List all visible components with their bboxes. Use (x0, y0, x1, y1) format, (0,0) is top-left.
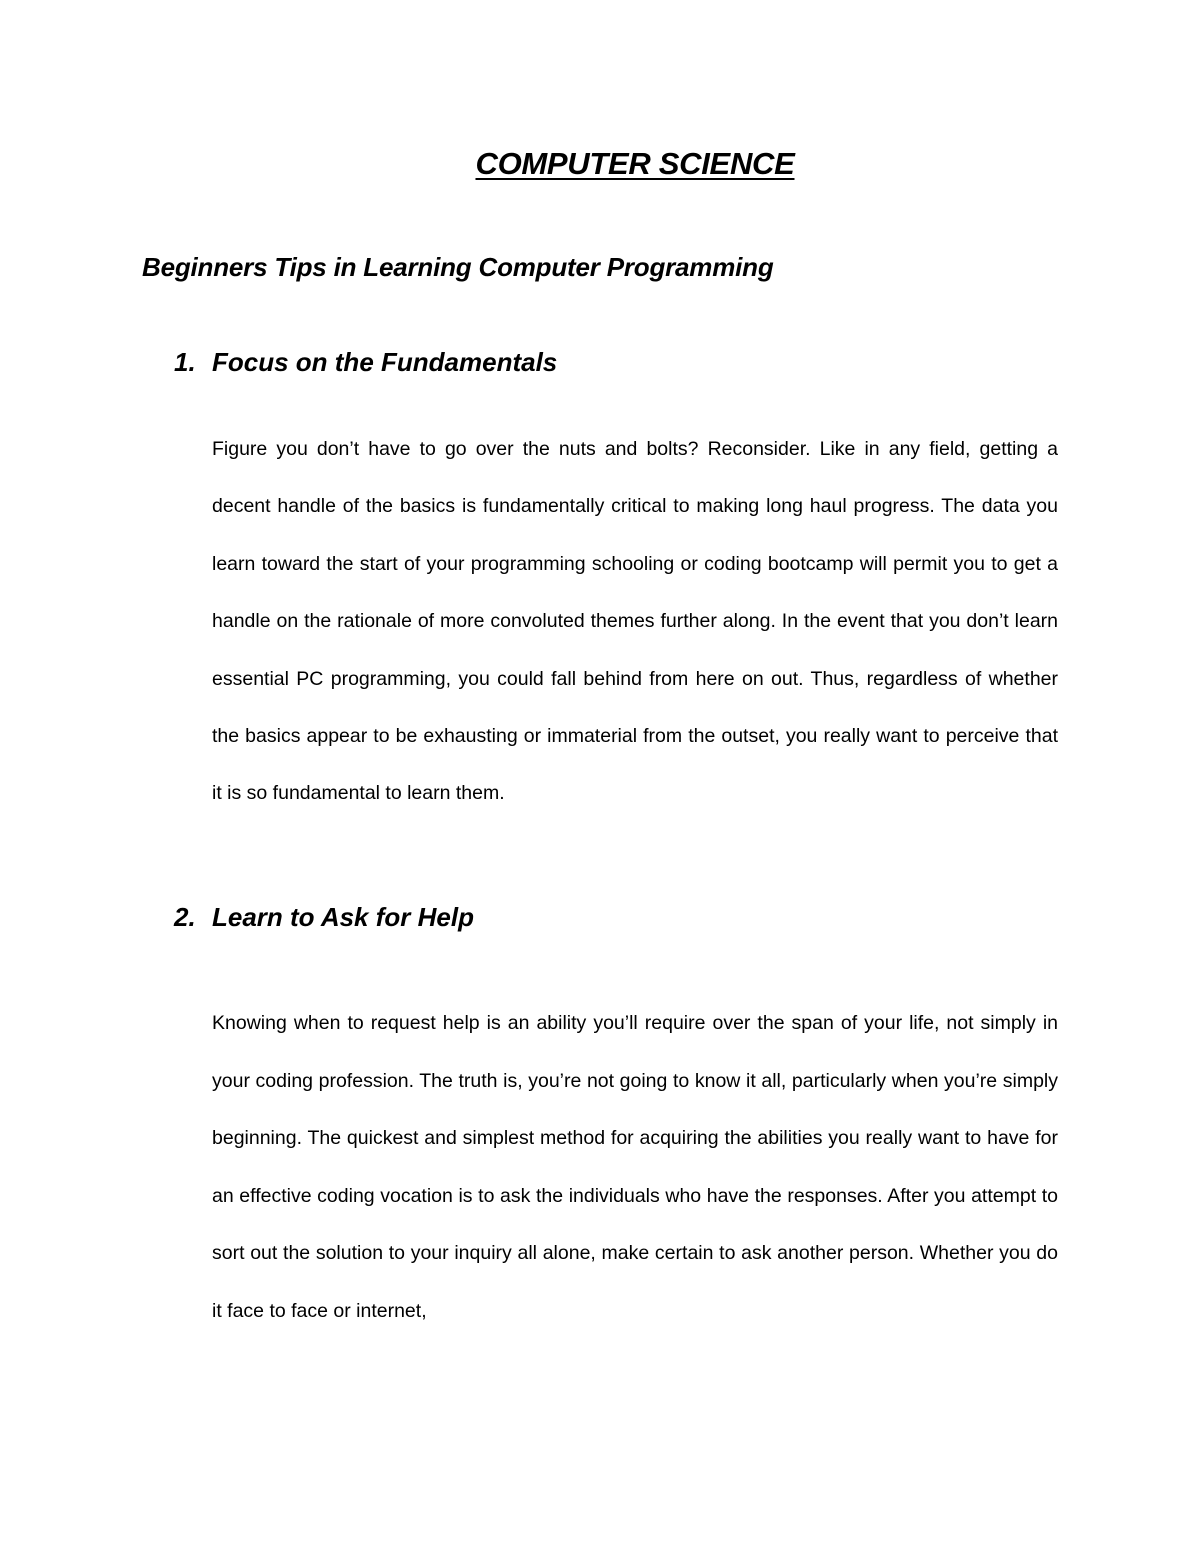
section-number-1: 1. (174, 347, 196, 377)
section-title-2: Learn to Ask for Help (212, 902, 474, 932)
section-title-1: Focus on the Fundamentals (212, 347, 558, 377)
section-heading-2 (174, 902, 474, 933)
section-body-2: Knowing when to request help is an ability you’ll require over the span of your life, not simply in your coding profession. The truth is, you’re not going to know it all, particularly when you’re simply beginning. The quickest and simplest method for acquiring the abilities you really want to have for an effective coding vocation is to ask the individuals who have the responses. After you attempt to sort out the solution to your inquiry all alone, make certain to ask another person. Whether you do it face to face or internet, (212, 1012, 1058, 1322)
document-title: COMPUTER SCIENCE (475, 146, 795, 181)
section-number-2: 2. (174, 902, 196, 932)
document-subtitle: Beginners Tips in Learning Computer Programming (142, 252, 774, 282)
section-heading-1 (174, 347, 557, 378)
section-body-1: Figure you don’t have to go over the nuts and bolts? Reconsider. Like in any field, getting a decent handle of the basics is fundamentally critical to making long haul progress. The data you learn toward the start of your programming schooling or coding bootcamp will permit you to get a handle on the rationale of more convoluted themes further along. In the event that you don’t learn essential PC programming, you could fall behind from here on out. Thus, regardless of whether the basics appear to be exhausting or immaterial from the outset, you really want to perceive that it is so fundamental to learn them. (212, 438, 1058, 805)
